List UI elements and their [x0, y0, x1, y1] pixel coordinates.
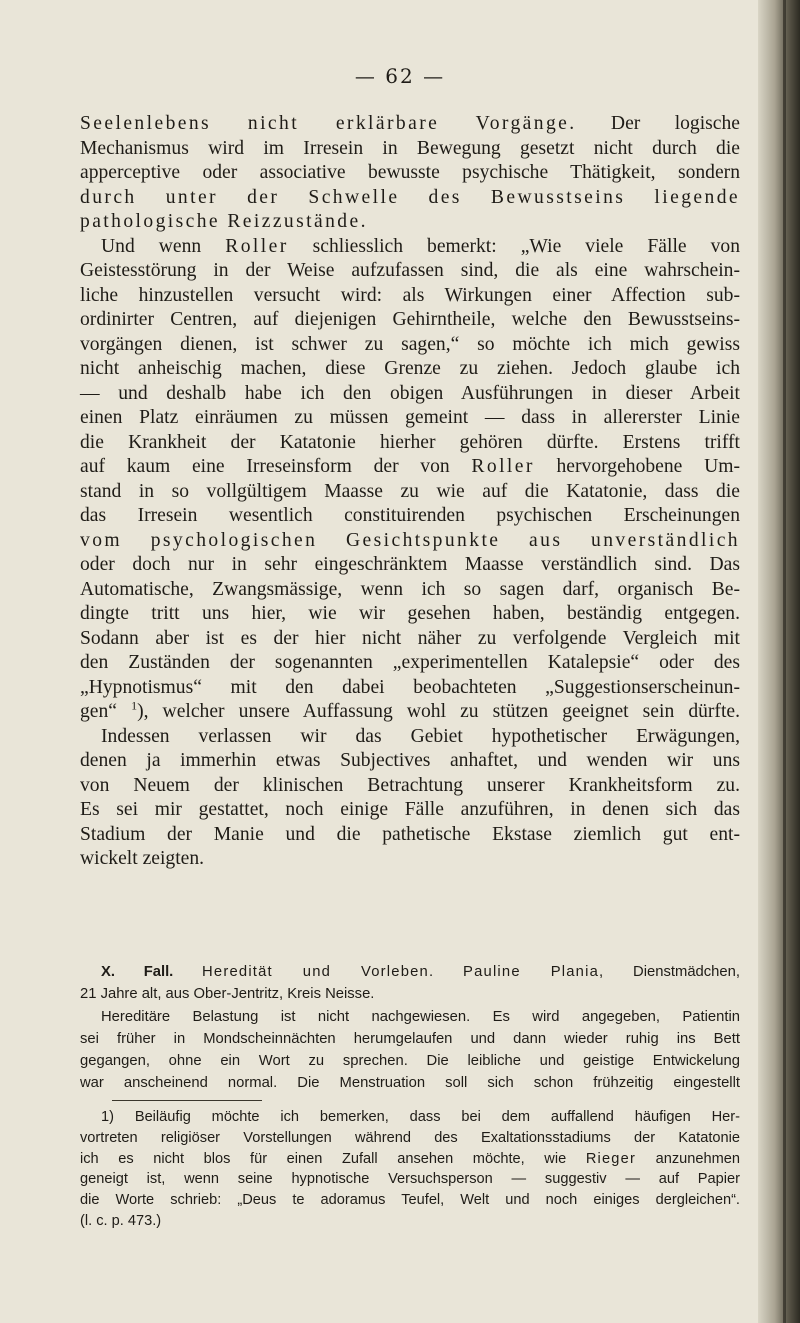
text-line: apperceptive oder associative bewusste psychische Thätigkeit, sondern: [80, 162, 740, 183]
text-line: — und deshalb habe ich den obigen Ausführungen in dieser Arbeit: [80, 382, 740, 404]
text-line: den Zuständen der sogenannten „experimentellen Katalepsie“ oder des: [80, 652, 740, 673]
text-line: Seelenlebens nicht erklärbare Vorgänge. Der logische: [80, 113, 740, 134]
text-line: von Neuem der klinischen Betrachtung unserer Krankheitsform zu.: [80, 774, 740, 796]
text-line: vom psychologischen Gesichtspunkte aus unverständlich: [80, 529, 740, 551]
page-binding-line: [783, 0, 786, 1323]
text-line: ordinirter Centren, auf diejenigen Gehirntheile, welche den Bewusstseins-: [80, 309, 740, 330]
text-line: die Krankheit der Katatonie hierher gehören dürfte. Erstens trifft: [80, 431, 740, 453]
text-line: vorgängen dienen, ist schwer zu sagen,“ so möchte ich mich gewiss: [80, 333, 740, 355]
case-heading-line: X. Fall. Heredität und Vorleben. Pauline Plania, Dienstmädchen,: [101, 964, 740, 980]
footnote-marker: 1: [131, 698, 138, 713]
text-line: sei früher in Mondscheinnächten herumgelaufen und dann wieder ruhig ins Bett: [80, 1030, 740, 1047]
text-line: denen ja immerhin etwas Subjectives anhaftet, und wenden wir uns: [80, 750, 740, 771]
text-line: 1) Beiläufig möchte ich bemerken, dass bei dem auffallend häufigen Her-: [101, 1109, 740, 1125]
text-line: nicht anheischig machen, diese Grenze zu ziehen. Jedoch glaube ich: [80, 358, 740, 379]
footnote-number: 1): [101, 1109, 114, 1125]
text-line: Hereditäre Belastung ist nicht nachgewiesen. Es wird angegeben, Patientin: [101, 1008, 740, 1025]
text-line: wickelt zeigten.: [80, 848, 205, 869]
text-line: durch unter der Schwelle des Bewusstseins liegende: [80, 186, 740, 208]
text-line: war anscheinend normal. Die Menstruation soll sich schon frühzeitig eingestellt: [80, 1075, 740, 1092]
text-line: auf kaum eine Irreseinsform der von Roller hervorgehobene Um-: [80, 456, 740, 477]
page-edge-shadow: [758, 0, 800, 1323]
footnote-rule: [112, 1100, 262, 1101]
text-line: Geistesstörung in der Weise aufzufassen sind, die als eine wahrschein-: [80, 260, 740, 281]
text-line: das Irresein wesentlich constituirenden psychischen Erscheinungen: [80, 505, 740, 526]
text-line: Automatische, Zwangsmässige, wenn ich so sagen darf, organisch Be-: [80, 578, 740, 600]
text-line: ich es nicht blos für einen Zufall ansehen möchte, wie Rieger anzunehmen: [80, 1150, 740, 1167]
text-line: die Worte schrieb: „Deus te adoramus Teufel, Welt und noch einiges dergleichen“.: [80, 1192, 740, 1209]
case-heading: Heredität und Vorleben.: [202, 964, 435, 980]
author-name: Rieger: [585, 1150, 637, 1167]
text-line: Es sei mir gestattet, noch einige Fälle anzuführen, in denen sich das: [80, 799, 740, 820]
text-line: oder doch nur in sehr eingeschränktem Maasse verständlich sind. Das: [80, 554, 740, 575]
text-line: liche hinzustellen versucht wird: als Wirkungen einer Affection sub-: [80, 284, 740, 306]
text-line: stand in so vollgültigem Maasse zu wie auf die Katatonie, dass die: [80, 480, 740, 502]
author-name: Roller: [471, 456, 535, 477]
text-line: vortreten religiöser Vorstellungen während des Exaltationsstadiums der Katatonie: [80, 1129, 740, 1146]
text-line: Mechanismus wird im Irresein in Bewegung gesetzt nicht durch die: [80, 137, 740, 159]
text-line: „Hypnotismus“ mit den dabei beobachteten „Suggestionserscheinun-: [80, 676, 740, 698]
page-number: — 62 —: [354, 64, 446, 88]
main-text: [80, 112, 740, 872]
text-line: dingte tritt uns hier, wie wir gesehen haben, beständig entgegen.: [80, 603, 740, 624]
text-line: pathologische Reizzustände.: [80, 211, 368, 232]
text-line: (l. c. p. 473.): [80, 1212, 162, 1229]
text-line: gen“ $^1$), welcher unsere Auffassung wohl zu stützen geeignet sein dürfte.: [80, 698, 740, 722]
text-line: Stadium der Manie und die pathetische Ekstase ziemlich gut ent-: [80, 823, 740, 845]
text-line: Indessen verlassen wir das Gebiet hypothetischer Erwägungen,: [101, 725, 740, 747]
text-line: gegangen, ohne ein Wort zu sprechen. Die leibliche und geistige Entwickelung: [80, 1053, 740, 1070]
case-report: [80, 961, 740, 1095]
text-line: Und wenn Roller schliesslich bemerkt: „Wie viele Fälle von: [101, 235, 741, 257]
case-title: X. Fall.: [101, 964, 174, 980]
text-line: 21 Jahre alt, aus Ober-Jentritz, Kreis Neisse.: [80, 986, 375, 1003]
patient-name: Pauline Plania,: [463, 964, 605, 980]
footnote: [80, 1107, 740, 1232]
text-line: einen Platz einräumen zu müssen gemeint — dass in allererster Linie: [80, 407, 740, 428]
text-line: Sodann aber ist es der hier nicht näher zu verfolgende Vergleich mit: [80, 627, 740, 649]
text-line: geneigt ist, wenn seine hypnotische Versuchsperson — suggestiv — auf Papier: [80, 1171, 740, 1188]
author-name: Roller: [225, 235, 289, 257]
